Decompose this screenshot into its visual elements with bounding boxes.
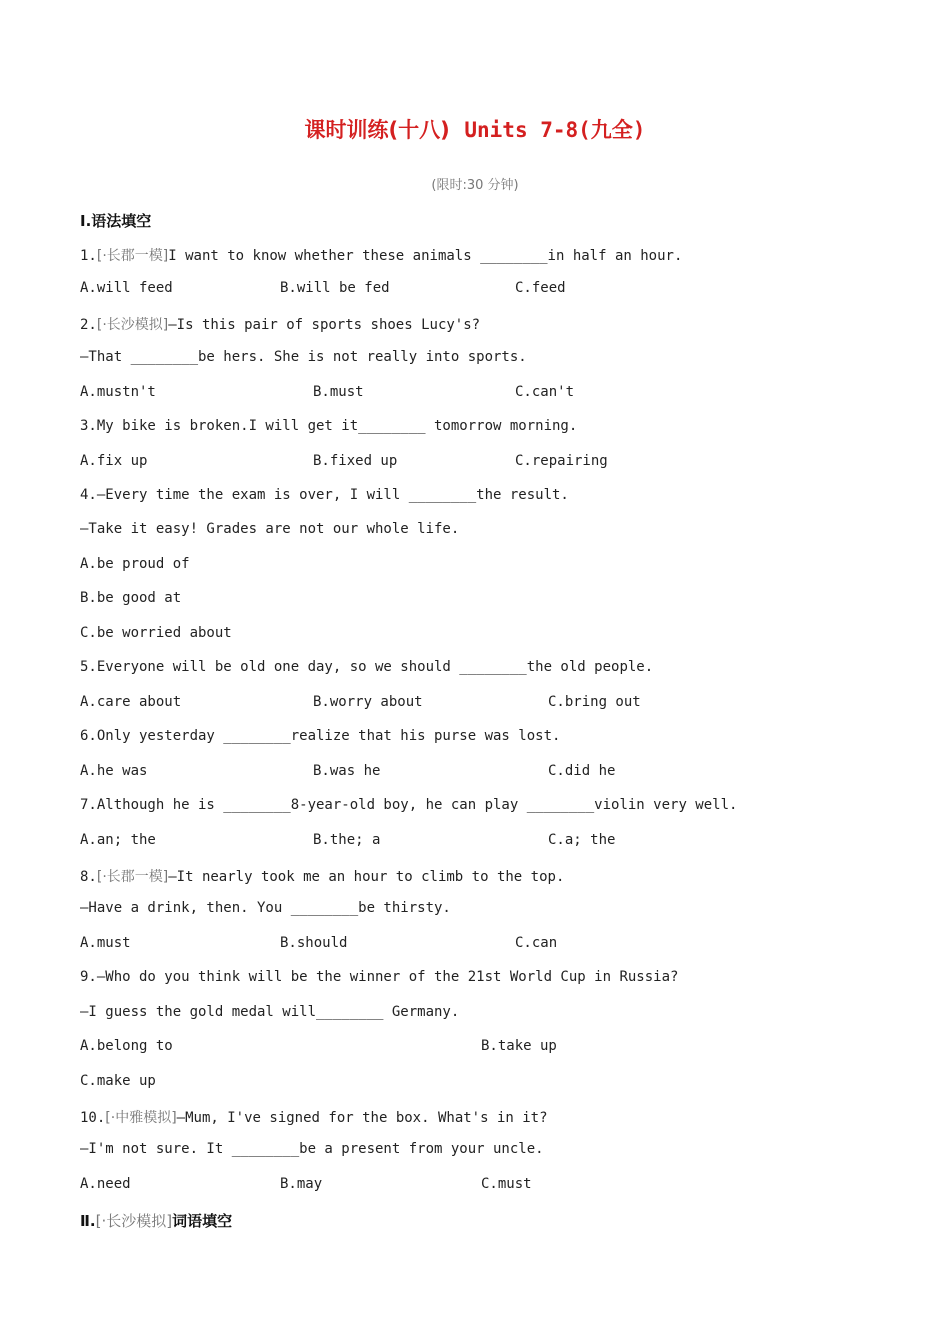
question-6-option-b: B.was he (313, 763, 381, 779)
question-5-option-b: B.worry about (313, 694, 423, 710)
question-10-stem: 10.[·中雅模拟]—Mum, I've signed for the box. What's in it? (80, 1110, 548, 1126)
question-9-response: —I guess the gold medal will________ Germany. (80, 1004, 460, 1020)
question-6-option-c: C.did he (548, 763, 616, 779)
title-chinese: 课时训练(十八) (304, 118, 450, 142)
question-9-option-c: C.make up (80, 1073, 156, 1089)
question-6-option-a: A.he was (80, 763, 148, 779)
question-10-source: [·中雅模拟] (105, 1110, 177, 1126)
page-title (0, 114, 950, 144)
question-1-source: [·长郡一模] (96, 248, 169, 264)
question-8-option-b: B.should (280, 935, 348, 951)
question-4-option-b: B.be good at (80, 590, 182, 606)
question-5-option-a: A.care about (80, 694, 182, 710)
section-1-heading: Ⅰ.语法填空 (80, 212, 152, 230)
question-7-option-a: A.an; the (80, 832, 156, 848)
question-9-option-b: B.take up (481, 1038, 557, 1054)
question-10-option-b: B.may (280, 1176, 323, 1192)
question-5-stem: 5.Everyone will be old one day, so we should ________the old people. (80, 659, 654, 675)
question-9-stem: 9.—Who do you think will be the winner of the 21st World Cup in Russia? (80, 969, 679, 985)
title-units: Units 7-8(九全) (464, 118, 646, 142)
question-10-response: —I'm not sure. It ________be a present from your uncle. (80, 1141, 544, 1157)
question-7-option-b: B.the; a (313, 832, 381, 848)
question-3-option-a: A.fix up (80, 453, 148, 469)
question-2-source: [·长沙模拟] (96, 317, 169, 333)
question-7-stem: 7.Although he is ________8-year-old boy, he can play ________violin very well. (80, 797, 738, 813)
question-9-option-a: A.belong to (80, 1038, 173, 1054)
question-2-response: —That ________be hers. She is not really into sports. (80, 349, 527, 365)
question-2-option-a: A.mustn't (80, 384, 156, 400)
question-1-option-a: A.will feed (80, 280, 173, 296)
question-6-stem: 6.Only yesterday ________realize that his purse was lost. (80, 728, 561, 744)
question-1-option-b: B.will be fed (280, 280, 390, 296)
question-3-stem: 3.My bike is broken.I will get it________ tomorrow morning. (80, 418, 578, 434)
question-8-source: [·长郡一模] (96, 869, 169, 885)
question-2-option-b: B.must (313, 384, 364, 400)
question-3-option-c: C.repairing (515, 453, 608, 469)
question-4-stem: 4.—Every time the exam is over, I will ________the result. (80, 487, 569, 503)
question-10-option-c: C.must (481, 1176, 532, 1192)
time-limit: (限时:30 分钟) (431, 178, 519, 193)
question-10-option-a: A.need (80, 1176, 131, 1192)
section-2-source: [·长沙模拟] (95, 1212, 173, 1230)
question-1-option-c: C.feed (515, 280, 566, 296)
question-3-option-b: B.fixed up (313, 453, 398, 469)
question-5-option-c: C.bring out (548, 694, 641, 710)
question-4-option-a: A.be proud of (80, 556, 190, 572)
question-8-stem: 8.[·长郡一模]—It nearly took me an hour to climb to the top. (80, 869, 565, 885)
question-4-response: —Take it easy! Grades are not our whole life. (80, 521, 460, 537)
question-8-option-c: C.can (515, 935, 558, 951)
question-8-response: —Have a drink, then. You ________be thirsty. (80, 900, 451, 916)
question-8-option-a: A.must (80, 935, 131, 951)
question-2-stem: 2.[·长沙模拟]—Is this pair of sports shoes Lucy's? (80, 317, 481, 333)
question-1-stem: 1.[·长郡一模]I want to know whether these animals ________in half an hour. (80, 248, 683, 264)
question-4-option-c: C.be worried about (80, 625, 232, 641)
question-2-option-c: C.can't (515, 384, 575, 400)
question-7-option-c: C.a; the (548, 832, 616, 848)
section-2-heading: Ⅱ.[·长沙模拟]词语填空 (80, 1212, 233, 1230)
